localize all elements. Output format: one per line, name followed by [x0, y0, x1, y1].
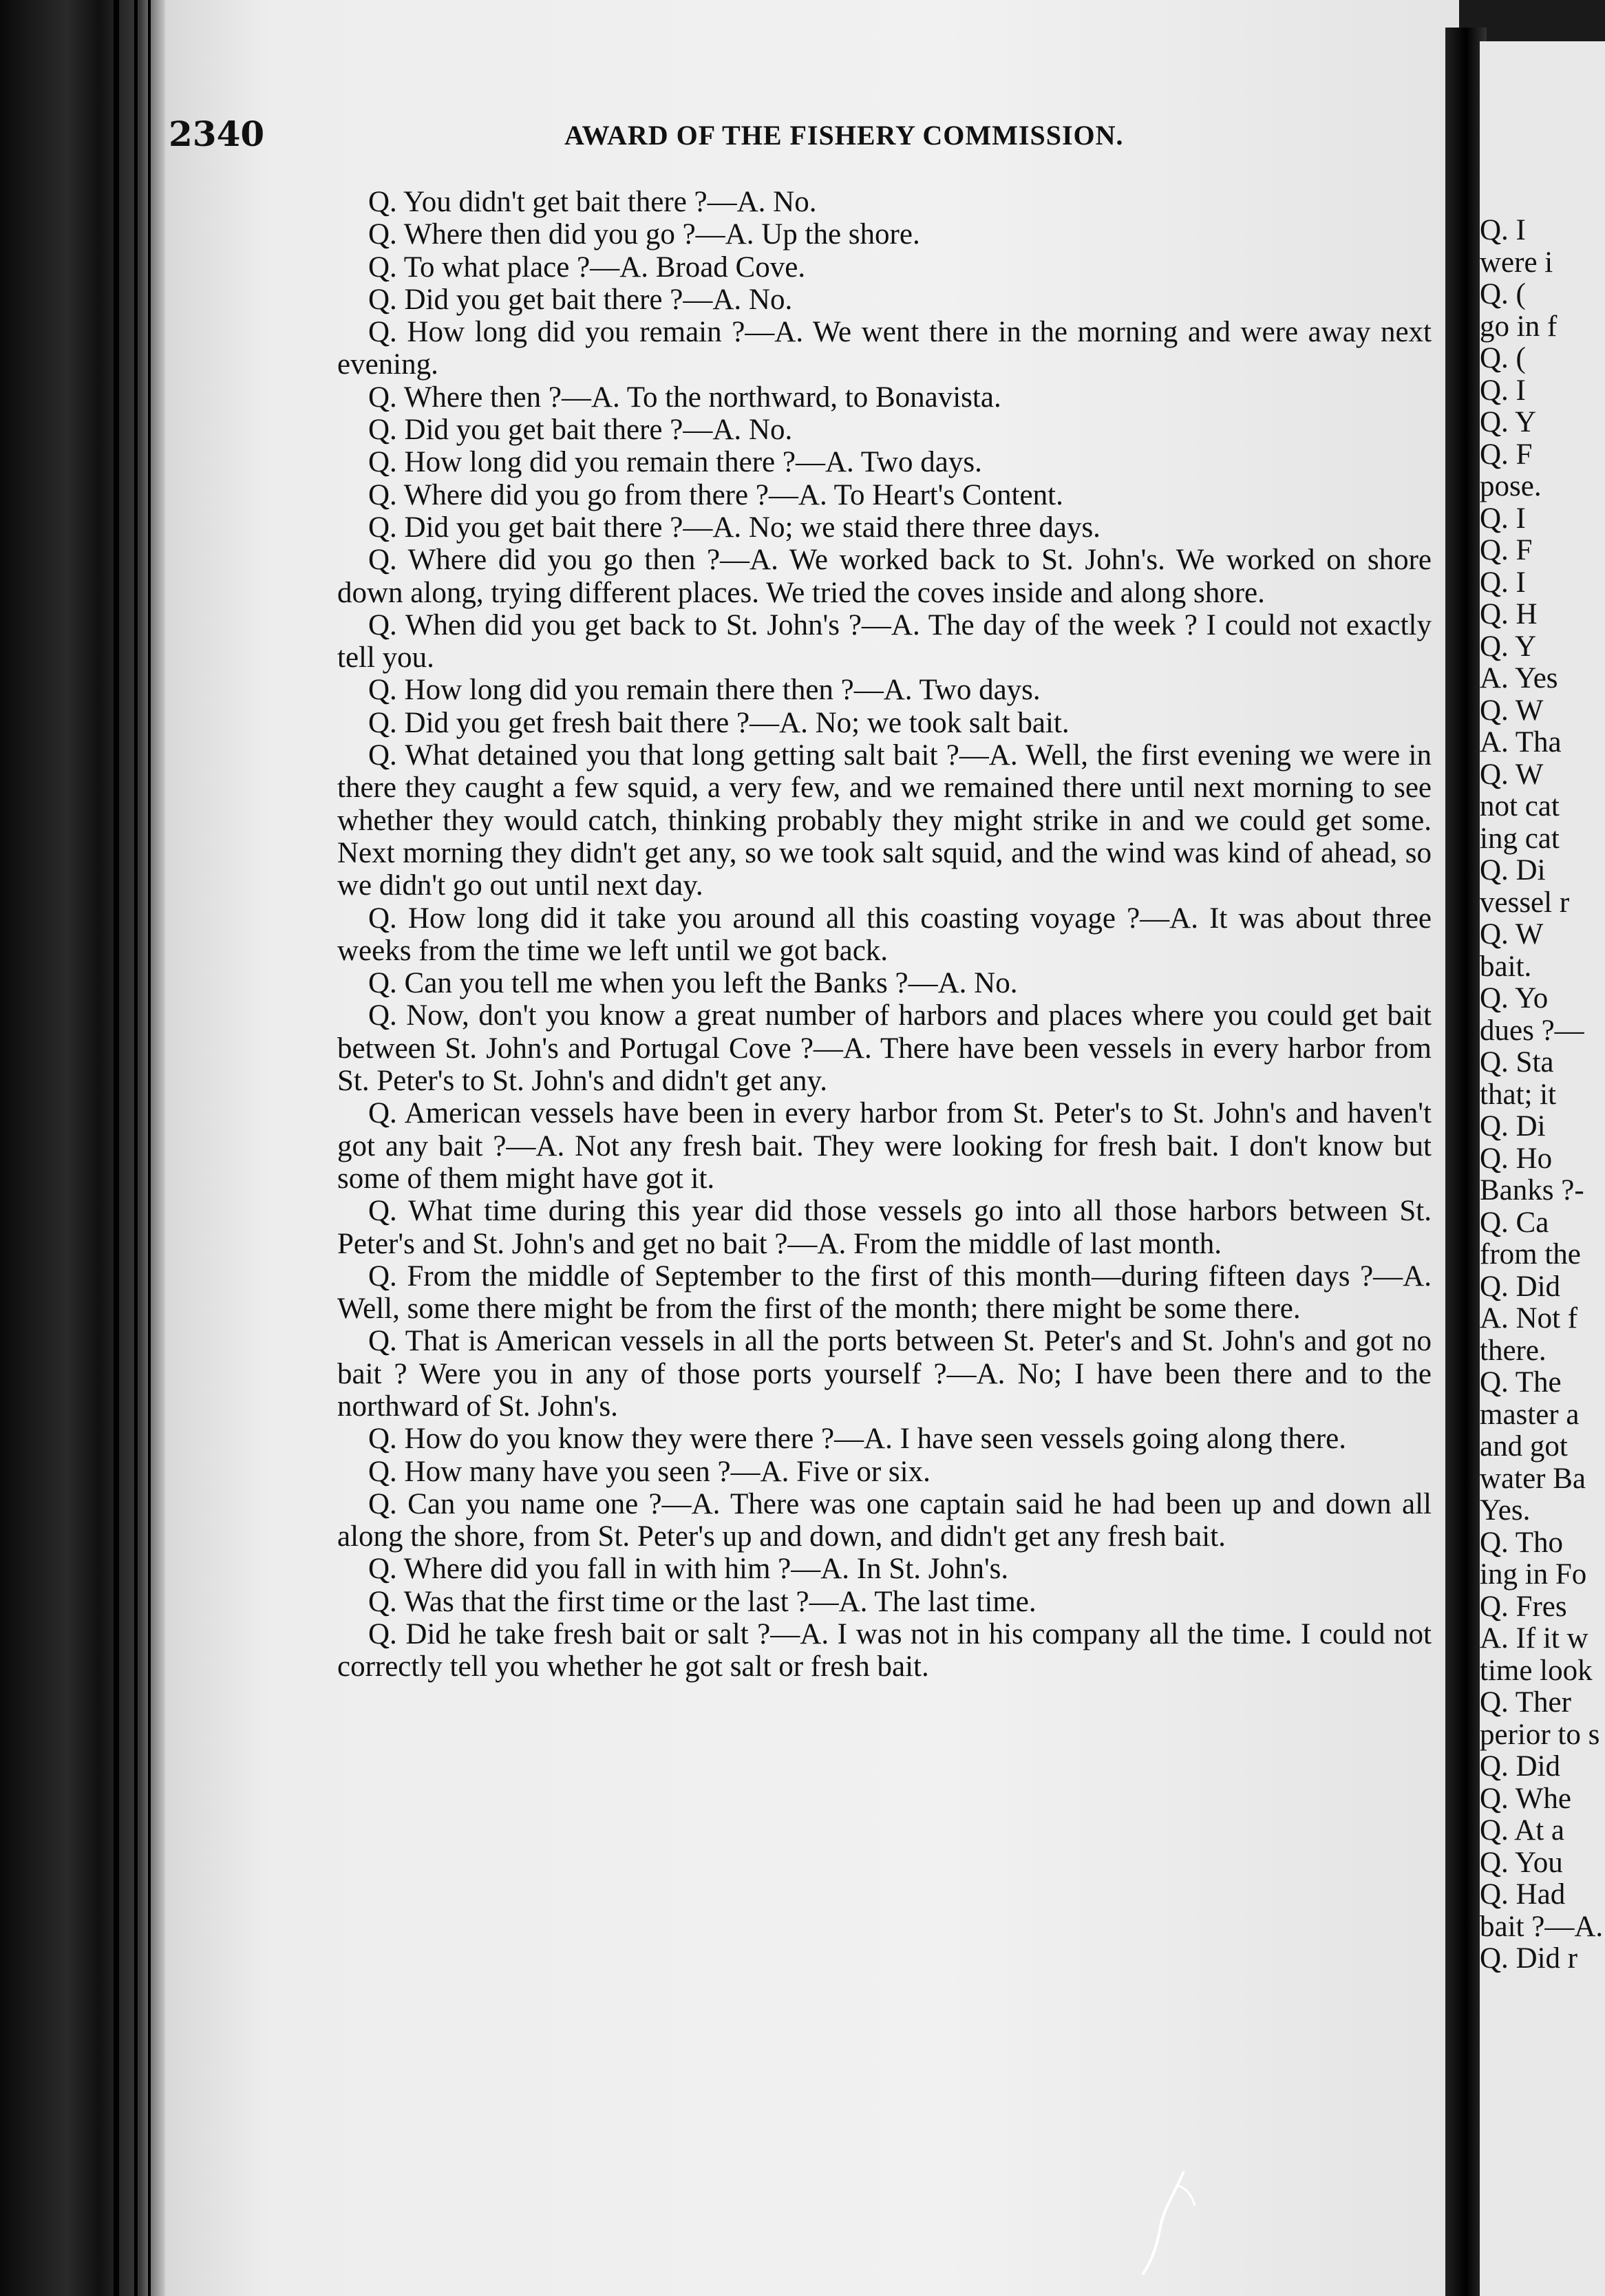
qa-paragraph: Q. Did you get bait there ?—A. No.: [368, 283, 793, 316]
facing-page-line: Q. Ther: [1480, 1686, 1571, 1719]
facing-page-line: Q. I: [1480, 214, 1526, 246]
facing-page-line: Q. F: [1480, 534, 1533, 566]
qa-paragraph: Q. Did he take fresh bait or salt ?—A. I was not in his company all the time. I could not correctly tell you whether he got salt or fresh bait.: [337, 1618, 1432, 1683]
facing-page-line: water Ba: [1480, 1462, 1586, 1495]
qa-paragraph: Q. How long did you remain ?—A. We went there in the morning and were away next evening.: [337, 316, 1432, 381]
facing-page-line: go in f: [1480, 310, 1558, 343]
qa-paragraph: Q. Now, don't you know a great number of harbors and places where you could get bait between St. John's and Portugal Cove ?—A. There have been vessels in every harbor from St. Peter's to St. John's and didn't get any.: [337, 999, 1432, 1098]
facing-page-line: not cat: [1480, 790, 1560, 822]
facing-page-fragment: [1480, 41, 1605, 2296]
qa-paragraph: Q. How many have you seen ?—A. Five or six.: [368, 1455, 931, 1488]
qa-paragraph: Q. From the middle of September to the first of this month—during fifteen days ?—A. Well, some there might be from the first of the month; there might be some there.: [337, 1259, 1432, 1326]
qa-paragraph: Q. American vessels have been in every harbor from St. Peter's to St. John's and haven't got any bait ?—A. Not any fresh bait. They were looking for fresh bait. I don't know but some of them might have got it.: [337, 1097, 1432, 1195]
qa-paragraph: Q. Where then ?—A. To the northward, to Bonavista.: [368, 381, 1001, 414]
facing-page-line: Q. Y: [1480, 406, 1537, 438]
facing-page-line: Q. The: [1480, 1366, 1562, 1399]
facing-page-line: Q. (: [1480, 342, 1526, 374]
binding-edge: [148, 0, 151, 2296]
qa-paragraph: Q. Where did you fall in with him ?—A. In St. John's.: [368, 1553, 1009, 1586]
binding-edge: [114, 0, 119, 2296]
qa-paragraph: Q. What time during this year did those vessels go into all those harbors between St. Peter's and St. John's and get no bait ?—A. From the middle of last month.: [337, 1195, 1432, 1260]
facing-page-line: there.: [1480, 1334, 1546, 1367]
facing-page-line: Q. Did: [1480, 1750, 1561, 1783]
facing-page-line: Q. Sta: [1480, 1046, 1554, 1078]
facing-page-line: Q. F: [1480, 438, 1533, 471]
facing-page-line: Q. Di: [1480, 854, 1546, 886]
facing-page-line: that; it: [1480, 1078, 1557, 1111]
facing-page-line: Q. Did r: [1480, 1942, 1578, 1975]
facing-page-line: Q. Had: [1480, 1878, 1566, 1911]
facing-page-line: Q. Fres: [1480, 1590, 1567, 1623]
facing-page-line: Q. (: [1480, 278, 1526, 310]
book-binding: [0, 0, 165, 2296]
running-head: AWARD OF THE FISHERY COMMISSION.: [564, 120, 1124, 151]
page-header: [169, 114, 1222, 162]
facing-page-line: A. If it w: [1480, 1622, 1588, 1655]
qa-paragraph: Q. Can you name one ?—A. There was one captain said he had been up and down all along the shore, from St. Peter's up and down, and didn't get any fresh bait.: [337, 1487, 1432, 1553]
facing-page-line: A. Not f: [1480, 1302, 1578, 1335]
qa-paragraph: Q. Did you get bait there ?—A. No; we staid there three days.: [368, 511, 1101, 544]
qa-paragraph: Q. How long did it take you around all this coasting voyage ?—A. It was about three weeks from the time we left until we got back.: [337, 902, 1432, 967]
qa-paragraph: Q. How do you know they were there ?—A. I have seen vessels going along there.: [368, 1423, 1346, 1456]
facing-page-line: Q. Y: [1480, 630, 1537, 663]
facing-page-line: dues ?—: [1480, 1014, 1584, 1047]
qa-paragraph: Q. Did you get fresh bait there ?—A. No; we took salt bait.: [368, 706, 1070, 739]
qa-paragraph: Q. Where then did you go ?—A. Up the shore.: [368, 218, 920, 251]
facing-page-line: pose.: [1480, 470, 1542, 502]
facing-page-line: Q. W: [1480, 694, 1544, 727]
facing-page-line: Q. Yo: [1480, 982, 1549, 1014]
page-number: 2340: [169, 114, 265, 154]
facing-page-line: A. Tha: [1480, 726, 1562, 758]
facing-page-line: Q. I: [1480, 374, 1526, 407]
facing-page-line: Q. Tho: [1480, 1526, 1564, 1559]
facing-page-line: bait.: [1480, 950, 1532, 983]
facing-page-line: ing in Fo: [1480, 1558, 1587, 1591]
facing-page-line: Q. Ca: [1480, 1206, 1549, 1239]
facing-page-line: perior to s: [1480, 1718, 1600, 1751]
facing-page-line: ing cat: [1480, 822, 1560, 855]
qa-paragraph: Q. Where did you go from there ?—A. To Heart's Content.: [368, 478, 1063, 511]
qa-paragraph: Q. When did you get back to St. John's ?—A. The day of the week ? I could not exactly tell you.: [337, 608, 1432, 674]
qa-paragraph: Q. Can you tell me when you left the Banks ?—A. No.: [368, 967, 1018, 1000]
facing-page-line: from the: [1480, 1238, 1581, 1271]
facing-page-line: Q. I: [1480, 502, 1526, 535]
pen-mark: [1136, 2168, 1198, 2278]
facing-page-line: Q. W: [1480, 758, 1544, 791]
qa-paragraph: Q. What detained you that long getting salt bait ?—A. Well, the first evening we were in there they caught a few squid, a very few, and we remained there until next morning to see whether they would catch, thinking probably they might strike in and we could get some. Next morning they didn't get any, so we took salt squid, and the wind was kind of ahead, so we didn't go out until next day.: [337, 739, 1432, 902]
facing-page-line: Q. H: [1480, 598, 1538, 630]
qa-paragraph: Q. Where did you go then ?—A. We worked back to St. John's. We worked on shore down along, trying different places. We tried the coves inside and along shore.: [337, 544, 1432, 609]
qa-paragraph: Q. How long did you remain there ?—A. Two days.: [368, 446, 982, 479]
binding-edge: [134, 0, 138, 2296]
qa-paragraph: Q. Did you get bait there ?—A. No.: [368, 414, 793, 447]
facing-page-line: Q. I: [1480, 566, 1526, 599]
facing-page-line: Q. At a: [1480, 1814, 1565, 1847]
facing-page-line: bait ?—A.: [1480, 1910, 1604, 1943]
qa-paragraph: Q. You didn't get bait there ?—A. No.: [368, 186, 817, 218]
facing-page-line: Q. Ho: [1480, 1142, 1553, 1175]
facing-page-line: Yes.: [1480, 1494, 1531, 1527]
main-text: [337, 186, 1432, 1683]
facing-page-line: vessel r: [1480, 886, 1570, 919]
facing-page-line: Q. You: [1480, 1846, 1563, 1879]
facing-page-line: Q. Did: [1480, 1270, 1561, 1303]
qa-paragraph: Q. To what place ?—A. Broad Cove.: [368, 251, 806, 284]
facing-page-line: Banks ?-: [1480, 1174, 1584, 1207]
qa-paragraph: Q. That is American vessels in all the ports between St. Peter's and St. John's and got no bait ? Were you in any of those ports yourself ?—A. No; I have been there and to the northward of St. John's.: [337, 1325, 1432, 1423]
facing-page-line: Q. W: [1480, 918, 1544, 950]
qa-paragraph: Q. Was that the first time or the last ?—A. The last time.: [368, 1585, 1037, 1618]
qa-paragraph: Q. How long did you remain there then ?—A. Two days.: [368, 674, 1041, 707]
facing-page-line: A. Yes: [1480, 662, 1558, 694]
facing-page-line: Q. Di: [1480, 1110, 1546, 1142]
facing-page-line: and got: [1480, 1430, 1568, 1463]
facing-page-line: Q. Whe: [1480, 1782, 1571, 1815]
facing-page-line: were i: [1480, 246, 1553, 279]
facing-page-line: time look: [1480, 1654, 1593, 1687]
facing-page-line: master a: [1480, 1398, 1580, 1431]
